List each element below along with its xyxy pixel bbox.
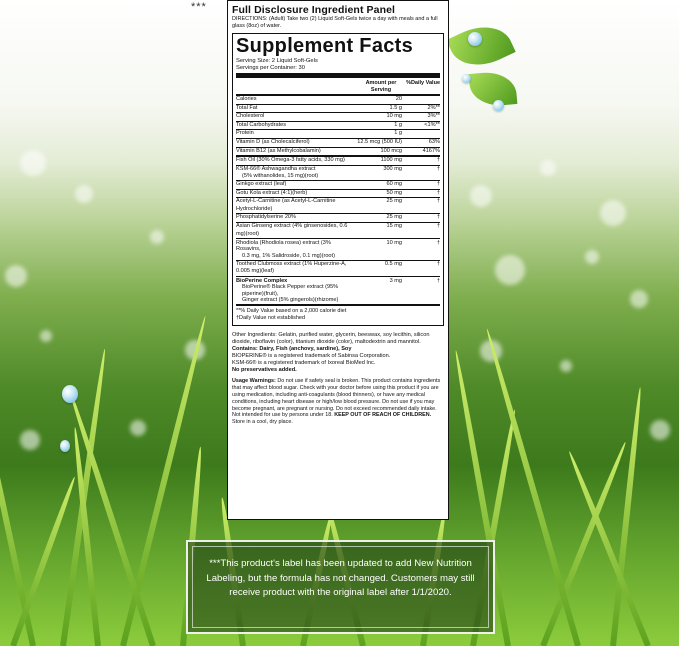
ingredient-name: Cholesterol bbox=[236, 113, 265, 120]
table-row bbox=[236, 105, 440, 114]
bokeh-light bbox=[5, 265, 27, 287]
ingredient-dv: 2%** bbox=[427, 104, 440, 111]
bokeh-light bbox=[600, 200, 626, 226]
bokeh-light bbox=[495, 255, 525, 285]
ksm-trademark: KSM-66® is a registered trademark of Ixoreal BioMed Inc. bbox=[232, 359, 376, 366]
ingredient-name: Phosphatidylserine 20% bbox=[236, 214, 297, 221]
footnote-dv: **% Daily Value based on a 2,000 calorie diet bbox=[236, 308, 347, 315]
table-row bbox=[236, 214, 440, 223]
ingredient-name: Calories bbox=[236, 96, 257, 102]
other-ingredients: Other Ingredients: Gelatin, purified water, glycerin, beeswax, soy lecithin, silicon dioxide, riboflavin (color), titanium dioxide (color), maltodextrin and mannitol. bbox=[232, 332, 430, 345]
bokeh-light bbox=[630, 290, 648, 308]
water-drop bbox=[493, 100, 504, 111]
table-row bbox=[236, 113, 440, 122]
serving-size: Serving Size: 2 Liquid Soft-Gels bbox=[236, 58, 318, 64]
water-drop bbox=[62, 385, 78, 403]
asterisks-mark: *** bbox=[191, 1, 207, 13]
ingredient-amount: 1.5 g bbox=[389, 104, 402, 111]
servings-per-container: Servings per Container: 30 bbox=[236, 65, 305, 71]
ingredient-dv bbox=[406, 130, 440, 138]
bokeh-light bbox=[585, 250, 599, 264]
nutrient-rows bbox=[236, 96, 440, 157]
ingredient-name: Toothed Clubmoss extract (1% Huperzine-A, 0.005 mg)(leaf) bbox=[236, 260, 347, 275]
ingredient-dv: 3%** bbox=[427, 113, 440, 120]
table-row bbox=[236, 130, 440, 139]
ingredient-amount: 20 bbox=[395, 96, 402, 102]
bokeh-light bbox=[650, 420, 670, 440]
ingredient-amount: 0.5 mg bbox=[384, 260, 402, 267]
table-row bbox=[236, 157, 440, 166]
no-preservatives: No preservatives added. bbox=[232, 366, 297, 373]
complex-line: Ginger extract (5% gingerols)(rhizome) bbox=[242, 297, 339, 304]
ingredient-panel bbox=[227, 0, 449, 520]
ingredient-amount: 25 mg bbox=[386, 198, 402, 205]
table-row bbox=[236, 190, 440, 199]
ingredient-name: Total Fat bbox=[236, 104, 258, 111]
ingredient-amount: 1100 mg bbox=[380, 157, 402, 164]
ingredient-amount: 50 mg bbox=[386, 189, 402, 196]
bokeh-light bbox=[20, 150, 46, 176]
table-row bbox=[236, 277, 440, 306]
table-row bbox=[236, 166, 440, 181]
usage-label: Usage Warnings: bbox=[232, 378, 276, 385]
bokeh-light bbox=[150, 230, 164, 244]
complex-amount: 3 mg bbox=[389, 277, 402, 284]
ingredient-dv: † bbox=[436, 222, 440, 229]
footnote-dagger: †Daily Value not established bbox=[236, 315, 305, 322]
ingredient-amount: 10 mg bbox=[386, 239, 402, 246]
ingredient-amount: 12.5 mcg (500 IU) bbox=[357, 138, 402, 145]
bokeh-light bbox=[470, 185, 492, 207]
table-row bbox=[236, 122, 440, 131]
ingredient-dv: † bbox=[436, 239, 440, 246]
ingredient-name: Asian Ginseng extract (4% ginsenosides, 0.6 mg)(root) bbox=[236, 222, 348, 237]
ingredient-amount: 60 mg bbox=[386, 180, 402, 187]
ingredient-name: Rhodiola (Rhodiola rosea) extract (3% Rosavins, bbox=[236, 239, 331, 253]
allergen-statement: Contains: Dairy, Fish (anchovy, sardine), Soy bbox=[232, 345, 352, 352]
directions-text: DIRECTIONS: (Adult) Take two (2) Liquid Soft-Gels twice a day with meals and a full glass (8oz) of water. bbox=[232, 16, 438, 29]
notice-text: ***This product's label has been updated to add New Nutrition Labeling, but the formula has not changed. Customers may still receive product with the original label after 1/1/2020. bbox=[192, 546, 489, 628]
ingredient-name: Fish Oil (30% Omega-3 fatty acids, 330 mg) bbox=[236, 157, 345, 164]
table-row bbox=[236, 96, 440, 105]
ingredient-dv: 63% bbox=[428, 138, 440, 145]
ingredient-name: Vitamin B12 (as Methylcobalamin) bbox=[236, 147, 321, 154]
ingredient-amount: 100 mcg bbox=[380, 147, 402, 154]
header-daily-value: %Daily Value bbox=[406, 80, 440, 86]
bokeh-light bbox=[540, 160, 556, 176]
table-row bbox=[236, 148, 440, 158]
water-drop bbox=[468, 32, 482, 46]
ingredient-amount: 300 mg bbox=[383, 166, 402, 173]
bokeh-light bbox=[75, 185, 93, 203]
ingredient-subline: 0.3 mg, 1% Salidroside, 0.1 mg)(root) bbox=[242, 252, 335, 259]
divider-bar bbox=[236, 73, 440, 78]
ingredient-dv: † bbox=[436, 198, 440, 205]
bokeh-light bbox=[20, 430, 40, 450]
table-row bbox=[236, 181, 440, 190]
ingredient-name: KSM-66® Ashwagandha extract bbox=[236, 166, 316, 173]
ingredient-amount: 1 g bbox=[394, 121, 402, 128]
usage-warnings bbox=[232, 378, 444, 426]
panel-title: Full Disclosure Ingredient Panel bbox=[232, 4, 396, 16]
supplement-facts-title: Supplement Facts bbox=[236, 35, 414, 57]
water-drop bbox=[462, 74, 471, 83]
ingredient-subline: (5% withanolides, 15 mg)(root) bbox=[242, 172, 319, 179]
ingredient-dv: † bbox=[436, 166, 440, 173]
label-update-notice bbox=[186, 540, 495, 634]
keep-out-text: KEEP OUT OF REACH OF CHILDREN. bbox=[334, 412, 432, 419]
water-drop bbox=[60, 440, 70, 452]
ingredient-dv: † bbox=[436, 180, 440, 187]
store-text: Store in a cool, dry place. bbox=[232, 419, 293, 426]
ingredient-name: Acetyl-L-Carnitine (as Acetyl-L-Carnitine Hydrochloride) bbox=[236, 198, 336, 212]
ingredient-dv: † bbox=[436, 260, 440, 267]
supplement-facts-box bbox=[232, 33, 444, 326]
ingredient-name: Vitamin D (as Cholecalciferol) bbox=[236, 138, 310, 145]
leaf-image bbox=[446, 16, 515, 77]
header-amount: Amount per Serving bbox=[365, 80, 397, 93]
footnotes bbox=[236, 306, 440, 322]
bokeh-light bbox=[130, 420, 146, 436]
complex-line: BioPerine® Black Pepper extract (95% piperine)(fruit), bbox=[242, 284, 339, 297]
table-row bbox=[236, 139, 440, 148]
ingredient-amount: 15 mg bbox=[386, 222, 402, 229]
ingredient-name: Gotu Kola extract (4:1)(herb) bbox=[236, 189, 308, 196]
ingredient-dv: † bbox=[436, 157, 440, 164]
complex-dv: † bbox=[436, 277, 440, 284]
table-row bbox=[236, 223, 440, 239]
ingredient-dv: † bbox=[436, 214, 440, 221]
ingredient-dv bbox=[406, 96, 440, 104]
bokeh-light bbox=[40, 330, 52, 342]
table-row bbox=[236, 239, 440, 261]
ingredient-amount: 10 mg bbox=[386, 113, 402, 120]
ingredient-dv: <1%** bbox=[424, 121, 440, 128]
ingredient-name: Ginkgo extract (leaf) bbox=[236, 180, 287, 187]
ingredient-dv: † bbox=[436, 189, 440, 196]
complex-name: BioPerine Complex bbox=[236, 277, 288, 284]
bokeh-light bbox=[560, 360, 572, 372]
ingredient-amount: 25 mg bbox=[386, 214, 402, 221]
usage-text: Do not use if safety seal is broken. This product contains ingredients that may affect blood sugar. Check with your doctor before using this product if you are using medication, including anti-coagulants (blood thinners), or have any medical conditions, including heart disease or high/low blood pressure. Do not use if you may become pregnant, are pregnant or nursing. Do not exceed recommended daily intake. Not intended for use by persons under 18. bbox=[232, 378, 441, 419]
ingredient-name: Protein bbox=[236, 130, 254, 137]
grass-blade bbox=[610, 387, 643, 646]
ingredient-amount: 1 g bbox=[394, 130, 402, 137]
blend-rows bbox=[236, 157, 440, 277]
table-row bbox=[236, 198, 440, 214]
bioperine-trademark: BIOPERINE® is a registered trademark of Sabinsa Corporation. bbox=[232, 352, 391, 359]
ingredient-name: Total Carbohydrates bbox=[236, 121, 287, 128]
ingredient-dv: 4167% bbox=[422, 147, 440, 154]
table-row bbox=[236, 261, 440, 277]
facts-header-row bbox=[236, 79, 440, 96]
